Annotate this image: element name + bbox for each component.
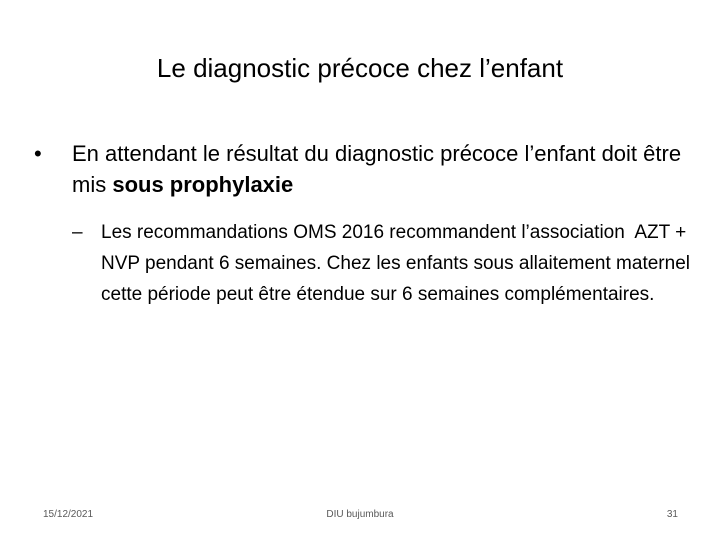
footer-page-number: 31 xyxy=(666,509,678,520)
slide-title: Le diagnostic précoce chez l’enfant xyxy=(156,53,564,83)
footer-date: 15/12/2021 xyxy=(43,509,94,520)
bullet-text-normal: En attendant le résultat du diagnostic précoce l’enfant doit être mis xyxy=(72,141,682,197)
bullet-text xyxy=(72,138,694,200)
sub-bullet-item xyxy=(72,217,694,310)
sub-bullet-marker: – xyxy=(72,222,83,243)
bullet-marker: • xyxy=(34,141,42,166)
footer-center-text: DIU bujumbura xyxy=(326,509,394,520)
bullet-text-bold: sous prophylaxie xyxy=(112,172,294,197)
sub-bullet-text: Les recommandations OMS 2016 recommandent l’association AZT + NVP pendant 6 semaines. Chez les enfants sous allaitement maternel cette période peut être étendue sur 6 semaines complémentaires. xyxy=(101,222,696,305)
bullet-item xyxy=(34,138,694,200)
